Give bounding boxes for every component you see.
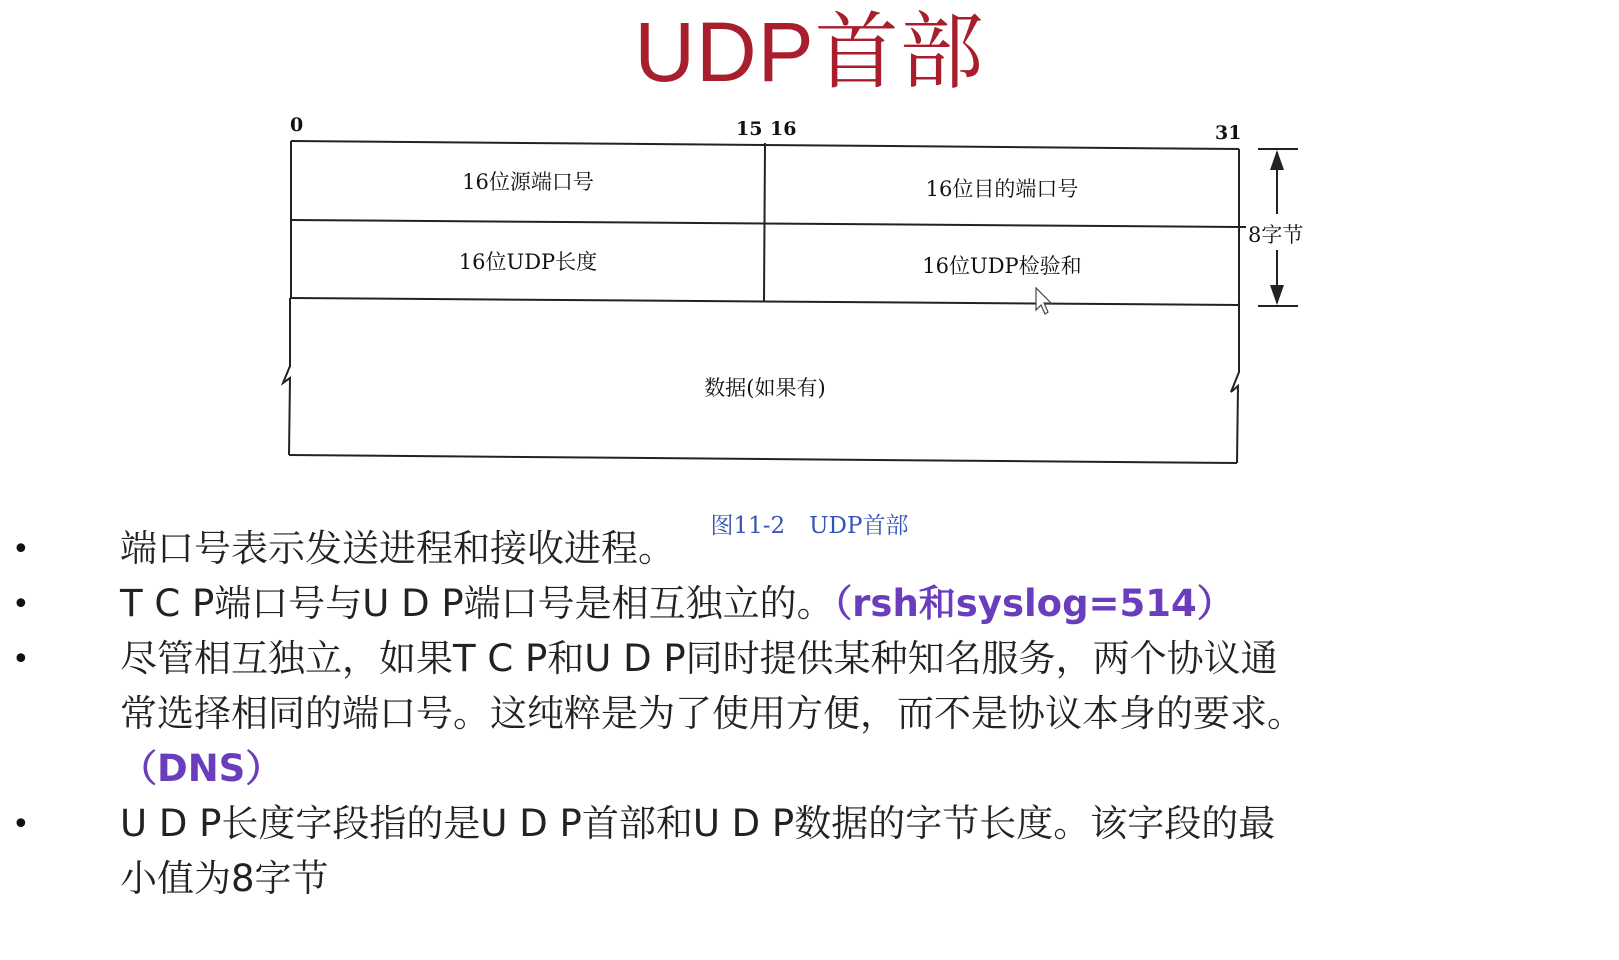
field-udp-length: 16位UDP长度 [458, 250, 598, 274]
arrow-down-icon [1270, 285, 1284, 305]
bullet-3-line-2: 常选择相同的端口号。这纯粹是为了使用方便，而不是协议本身的要求。 [120, 692, 1304, 735]
bullet-1-line-1: 端口号表示发送进程和接收进程。 [120, 527, 675, 570]
header-size-label: 8字节 [1248, 223, 1304, 247]
arrow-up-icon [1270, 150, 1284, 170]
bullet-marker: • [12, 532, 30, 567]
slide-title: UDP首部 [634, 5, 985, 99]
field-data: 数据(如果有) [704, 376, 826, 400]
field-destination-port: 16位目的端口号 [925, 177, 1079, 201]
bullet-2-line-1 [120, 581, 1234, 627]
field-udp-checksum: 16位UDP检验和 [922, 254, 1082, 278]
bullet-2-note: （rsh和syslog=514） [833, 582, 1234, 625]
caption-text: UDP首部 [809, 513, 909, 539]
caption-number: 图11-2 [710, 513, 786, 539]
bit-label-15: 15 [736, 118, 763, 140]
bullet-3-note: （DNS） [120, 747, 283, 790]
data-bottom-border [289, 455, 1237, 463]
bit-label-16: 16 [770, 118, 797, 140]
mouse-cursor-icon [1036, 288, 1051, 314]
bit-label-31: 31 [1215, 122, 1242, 144]
data-left-break [283, 298, 290, 455]
bullet-marker: • [12, 642, 30, 677]
bullet-marker: • [12, 587, 30, 622]
bullet-4-line-2: 小值为8字节 [120, 857, 329, 900]
bullet-4-line-1: U D P长度字段指的是U D P首部和U D P数据的字节长度。该字段的最 [120, 802, 1276, 845]
bullet-marker: • [12, 807, 30, 842]
bullet-2-text: T C P端口号与U D P端口号是相互独立的。 [120, 582, 834, 625]
bit-label-0: 0 [290, 114, 304, 136]
bullet-3-line-1: 尽管相互独立，如果T C P和U D P同时提供某种知名服务，两个协议通 [120, 637, 1278, 680]
field-source-port: 16位源端口号 [462, 170, 594, 194]
